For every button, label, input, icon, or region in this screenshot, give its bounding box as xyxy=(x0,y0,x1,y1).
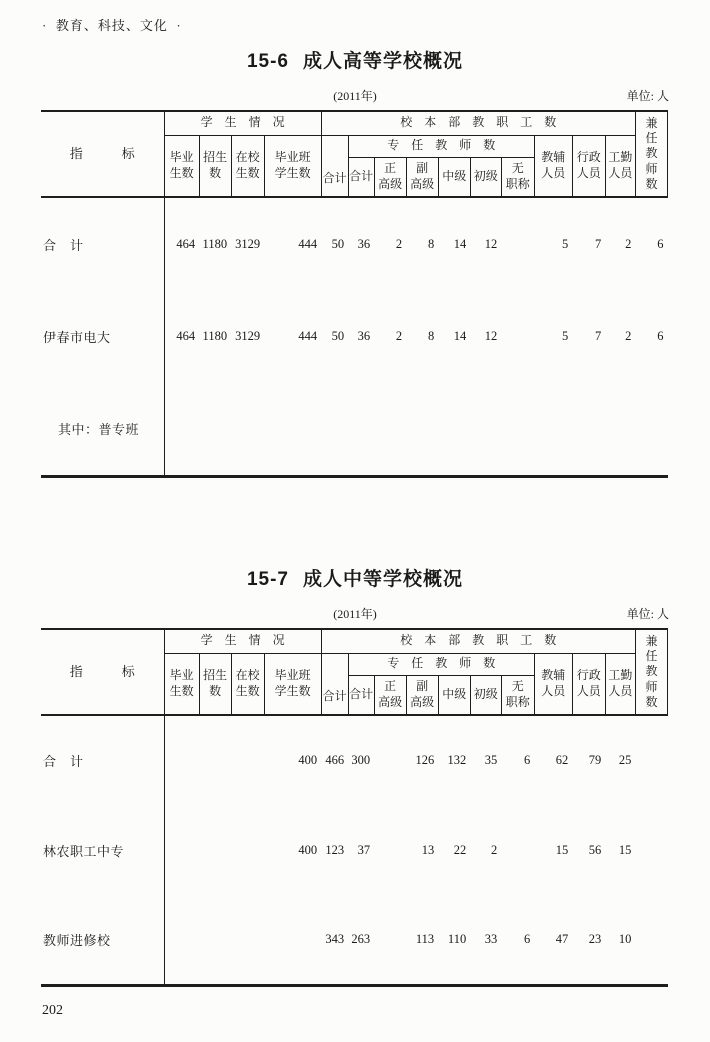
cell xyxy=(635,715,667,805)
cell: 62 xyxy=(555,753,569,767)
cell xyxy=(374,895,406,985)
cell: 464 xyxy=(176,329,196,343)
cell xyxy=(501,805,534,895)
th-admin-staff: 行政 人员 xyxy=(572,653,605,715)
cell: 35 xyxy=(484,753,498,767)
th-current-students: 在校 生数 xyxy=(231,653,264,715)
cell xyxy=(264,383,321,476)
th-current-students: 在校 生数 xyxy=(231,135,264,197)
th-enrollment: 招生 数 xyxy=(199,653,231,715)
table-row xyxy=(41,715,668,805)
cell xyxy=(572,383,605,476)
cell: 2 xyxy=(395,329,403,343)
cell xyxy=(348,383,374,476)
cell xyxy=(231,805,264,895)
cell: 50 xyxy=(331,236,345,251)
row-label: 合 计 xyxy=(41,197,164,290)
cell: 36 xyxy=(357,329,371,343)
cell: 2 xyxy=(625,329,632,343)
th-junior: 初级 xyxy=(470,157,501,197)
th-grad-class: 毕业班 学生数 xyxy=(264,135,321,197)
table-row xyxy=(41,895,668,985)
th-aux-staff: 教辅 人员 xyxy=(534,653,572,715)
cell xyxy=(406,383,438,476)
cell: 3129 xyxy=(235,329,261,343)
cell: 14 xyxy=(453,236,467,251)
table2-number: 15-7 xyxy=(246,569,289,590)
th-senior: 正 高级 xyxy=(374,157,406,197)
cell xyxy=(231,715,264,805)
cell: 6 xyxy=(523,753,531,767)
cell: 79 xyxy=(588,753,602,767)
cell: 6 xyxy=(657,236,664,251)
cell: 464 xyxy=(176,236,196,251)
cell: 2 xyxy=(490,842,498,857)
cell: 12 xyxy=(484,329,498,343)
th-fulltime-group: 专 任 教 师 数 xyxy=(348,135,534,157)
cell: 5 xyxy=(562,236,569,251)
cell xyxy=(374,383,406,476)
cell: 6 xyxy=(523,931,531,946)
th-staff-total: 合计 xyxy=(321,135,348,197)
cell xyxy=(501,290,534,383)
cell xyxy=(199,805,231,895)
th-service-staff: 工勤 人员 xyxy=(605,653,635,715)
cell: 466 xyxy=(325,753,345,767)
row-label: 林农职工中专 xyxy=(41,805,164,895)
cell: 3129 xyxy=(235,236,261,251)
table2-title xyxy=(0,564,710,591)
cell: 113 xyxy=(415,931,435,946)
cell: 2 xyxy=(625,236,632,251)
table2-notes xyxy=(41,605,669,621)
cell xyxy=(635,895,667,985)
th-graduates: 毕业 生数 xyxy=(164,653,199,715)
row-label: 其中：普专班 xyxy=(41,383,164,476)
table1-year-note: (2011年) xyxy=(333,89,377,103)
th-grad-class: 毕业班 学生数 xyxy=(264,653,321,715)
cell: 110 xyxy=(447,931,467,946)
cell: 343 xyxy=(325,931,345,946)
cell: 8 xyxy=(427,329,435,343)
cell xyxy=(635,383,667,476)
th-middle: 中级 xyxy=(438,157,470,197)
cell: 444 xyxy=(298,236,318,251)
th-parttime-teachers: 兼 任 教 师 数 xyxy=(635,629,667,715)
th-service-staff: 工勤 人员 xyxy=(605,135,635,197)
row-label: 教师进修校 xyxy=(41,895,164,985)
cell: 400 xyxy=(298,753,318,767)
stats-table-2 xyxy=(41,628,668,987)
cell: 15 xyxy=(555,842,569,857)
cell: 23 xyxy=(588,931,602,946)
cell xyxy=(534,383,572,476)
th-indicator: 指 标 xyxy=(41,629,164,715)
cell: 263 xyxy=(351,931,371,946)
cell: 5 xyxy=(562,329,569,343)
cell: 7 xyxy=(595,329,602,343)
cell: 1180 xyxy=(202,329,228,343)
th-indicator: 指 标 xyxy=(41,111,164,197)
cell xyxy=(199,715,231,805)
cell xyxy=(199,383,231,476)
cell: 12 xyxy=(484,236,498,251)
cell: 14 xyxy=(453,329,467,343)
table2-year-note: (2011年) xyxy=(333,607,377,621)
table1-unit-note: 单位: 人 xyxy=(626,89,669,103)
th-sub-senior: 副 高级 xyxy=(406,675,438,715)
th-aux-staff: 教辅 人员 xyxy=(534,135,572,197)
stats-table-1 xyxy=(41,110,668,478)
th-no-title: 无 职称 xyxy=(501,675,534,715)
page-number: 202 xyxy=(42,1003,63,1018)
th-enrollment: 招生 数 xyxy=(199,135,231,197)
cell xyxy=(470,383,501,476)
cell: 13 xyxy=(421,842,435,857)
table1-name: 成人高等学校概况 xyxy=(303,51,464,72)
cell: 1180 xyxy=(202,236,228,251)
cell xyxy=(374,715,406,805)
cell xyxy=(321,383,348,476)
cell: 6 xyxy=(657,329,664,343)
th-no-title: 无 职称 xyxy=(501,157,534,197)
cell: 56 xyxy=(588,842,602,857)
table1-wrapper xyxy=(41,110,668,478)
th-fulltime-group: 专 任 教 师 数 xyxy=(348,653,534,675)
cell: 7 xyxy=(595,236,602,251)
cell: 22 xyxy=(453,842,467,857)
table1-notes xyxy=(41,87,669,103)
th-parttime-teachers: 兼 任 教 师 数 xyxy=(635,111,667,197)
cell: 33 xyxy=(484,931,498,946)
cell: 15 xyxy=(618,842,632,857)
table2-unit-note: 单位: 人 xyxy=(626,607,669,621)
cell: 25 xyxy=(618,753,632,767)
cell: 2 xyxy=(395,236,403,251)
th-fulltime-total: 合计 xyxy=(348,675,374,715)
header-row-1 xyxy=(41,629,668,653)
cell: 132 xyxy=(447,753,467,767)
table1-number: 15-6 xyxy=(246,51,289,72)
table2-wrapper xyxy=(41,628,668,987)
th-junior: 初级 xyxy=(470,675,501,715)
cell xyxy=(231,895,264,985)
section-header: · 教育、科技、文化 · xyxy=(42,18,182,33)
th-staff-group: 校 本 部 教 职 工 数 xyxy=(321,629,635,653)
th-students-group: 学 生 情 况 xyxy=(164,629,321,653)
cell: 50 xyxy=(331,329,345,343)
th-admin-staff: 行政 人员 xyxy=(572,135,605,197)
cell: 444 xyxy=(298,329,318,343)
cell xyxy=(374,805,406,895)
row-label: 伊春市电大 xyxy=(41,290,164,383)
cell: 10 xyxy=(618,931,632,946)
cell: 36 xyxy=(357,236,371,251)
cell: 300 xyxy=(351,753,371,767)
row-label: 合 计 xyxy=(41,715,164,805)
cell xyxy=(501,197,534,290)
table-row xyxy=(41,290,668,383)
cell xyxy=(164,895,199,985)
cell xyxy=(501,383,534,476)
cell: 123 xyxy=(325,842,345,857)
table-row xyxy=(41,383,668,476)
th-staff-total: 合计 xyxy=(321,653,348,715)
th-graduates: 毕业 生数 xyxy=(164,135,199,197)
cell xyxy=(438,383,470,476)
th-fulltime-total: 合计 xyxy=(348,157,374,197)
cell xyxy=(199,895,231,985)
cell: 400 xyxy=(298,842,318,857)
cell: 37 xyxy=(357,842,371,857)
cell xyxy=(264,895,321,985)
th-middle: 中级 xyxy=(438,675,470,715)
cell xyxy=(231,383,264,476)
table-row xyxy=(41,805,668,895)
cell xyxy=(164,805,199,895)
th-senior: 正 高级 xyxy=(374,675,406,715)
table2-name: 成人中等学校概况 xyxy=(303,569,464,590)
cell xyxy=(164,715,199,805)
table1-title xyxy=(0,46,710,73)
cell xyxy=(635,805,667,895)
th-sub-senior: 副 高级 xyxy=(406,157,438,197)
cell: 126 xyxy=(415,753,435,767)
cell: 8 xyxy=(427,236,435,251)
th-staff-group: 校 本 部 教 职 工 数 xyxy=(321,111,635,135)
th-students-group: 学 生 情 况 xyxy=(164,111,321,135)
cell xyxy=(605,383,635,476)
cell xyxy=(164,383,199,476)
header-row-1 xyxy=(41,111,668,135)
table-row xyxy=(41,197,668,290)
cell: 47 xyxy=(555,931,569,946)
